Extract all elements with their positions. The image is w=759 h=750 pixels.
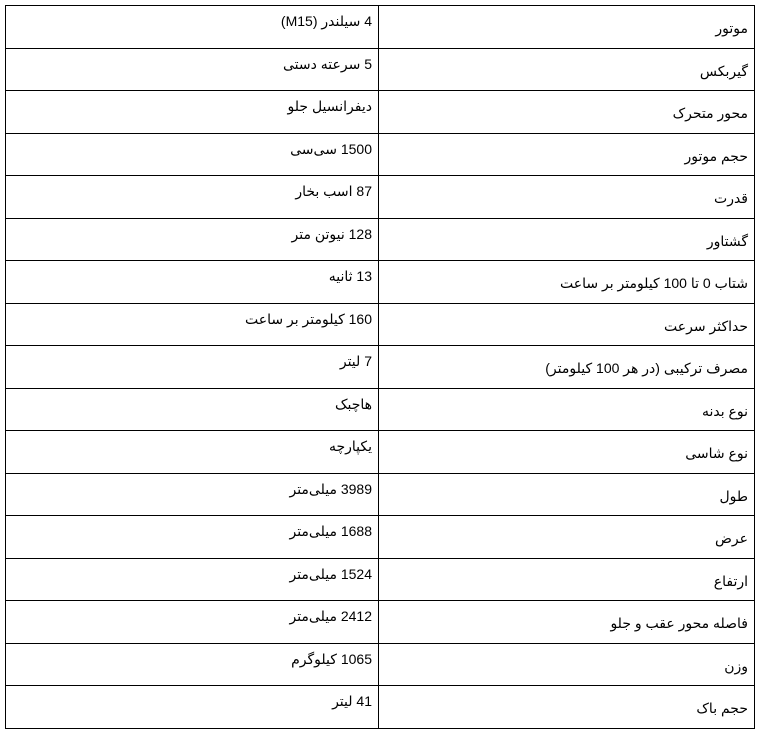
spec-label: حجم موتور: [379, 133, 755, 176]
spec-value: دیفرانسیل جلو: [6, 91, 379, 134]
spec-value: 1065 کیلوگرم: [6, 643, 379, 686]
table-row: [6, 516, 755, 559]
spec-label: وزن: [379, 643, 755, 686]
table-row: [6, 643, 755, 686]
spec-label: شتاب 0 تا 100 کیلومتر بر ساعت: [379, 261, 755, 304]
spec-value: 5 سرعته دستی: [6, 48, 379, 91]
spec-value: هاچبک: [6, 388, 379, 431]
spec-label: نوع شاسی: [379, 431, 755, 474]
spec-label: مصرف ترکیبی (در هر 100 کیلومتر): [379, 346, 755, 389]
spec-label: حداکثر سرعت: [379, 303, 755, 346]
spec-label: فاصله محور عقب و جلو: [379, 601, 755, 644]
table-row: [6, 218, 755, 261]
table-row: [6, 388, 755, 431]
spec-value: 87 اسب بخار: [6, 176, 379, 219]
table-row: [6, 431, 755, 474]
table-row: [6, 346, 755, 389]
spec-label: موتور: [379, 6, 755, 49]
table-row: [6, 6, 755, 49]
table-row: [6, 473, 755, 516]
spec-label: ارتفاع: [379, 558, 755, 601]
spec-value: 160 کیلومتر بر ساعت: [6, 303, 379, 346]
specs-table-body: [6, 6, 755, 729]
table-row: [6, 133, 755, 176]
table-row: [6, 558, 755, 601]
spec-value: یکپارچه: [6, 431, 379, 474]
specs-table: [5, 5, 755, 729]
table-row: [6, 261, 755, 304]
table-row: [6, 48, 755, 91]
spec-label: محور متحرک: [379, 91, 755, 134]
spec-value: 4 سیلندر (M15): [6, 6, 379, 49]
spec-value: 1524 میلی‌متر: [6, 558, 379, 601]
spec-value: 41 لیتر: [6, 686, 379, 729]
table-row: [6, 601, 755, 644]
spec-label: نوع بدنه: [379, 388, 755, 431]
spec-value: 1688 میلی‌متر: [6, 516, 379, 559]
spec-value: 1500 سی‌سی: [6, 133, 379, 176]
spec-label: طول: [379, 473, 755, 516]
spec-value: 2412 میلی‌متر: [6, 601, 379, 644]
spec-label: حجم باک: [379, 686, 755, 729]
spec-label: گشتاور: [379, 218, 755, 261]
table-row: [6, 176, 755, 219]
table-row: [6, 686, 755, 729]
spec-label: قدرت: [379, 176, 755, 219]
table-row: [6, 91, 755, 134]
spec-value: 13 ثانیه: [6, 261, 379, 304]
spec-label: عرض: [379, 516, 755, 559]
table-row: [6, 303, 755, 346]
spec-value: 7 لیتر: [6, 346, 379, 389]
spec-label: گیربکس: [379, 48, 755, 91]
spec-value: 128 نیوتن متر: [6, 218, 379, 261]
spec-value: 3989 میلی‌متر: [6, 473, 379, 516]
